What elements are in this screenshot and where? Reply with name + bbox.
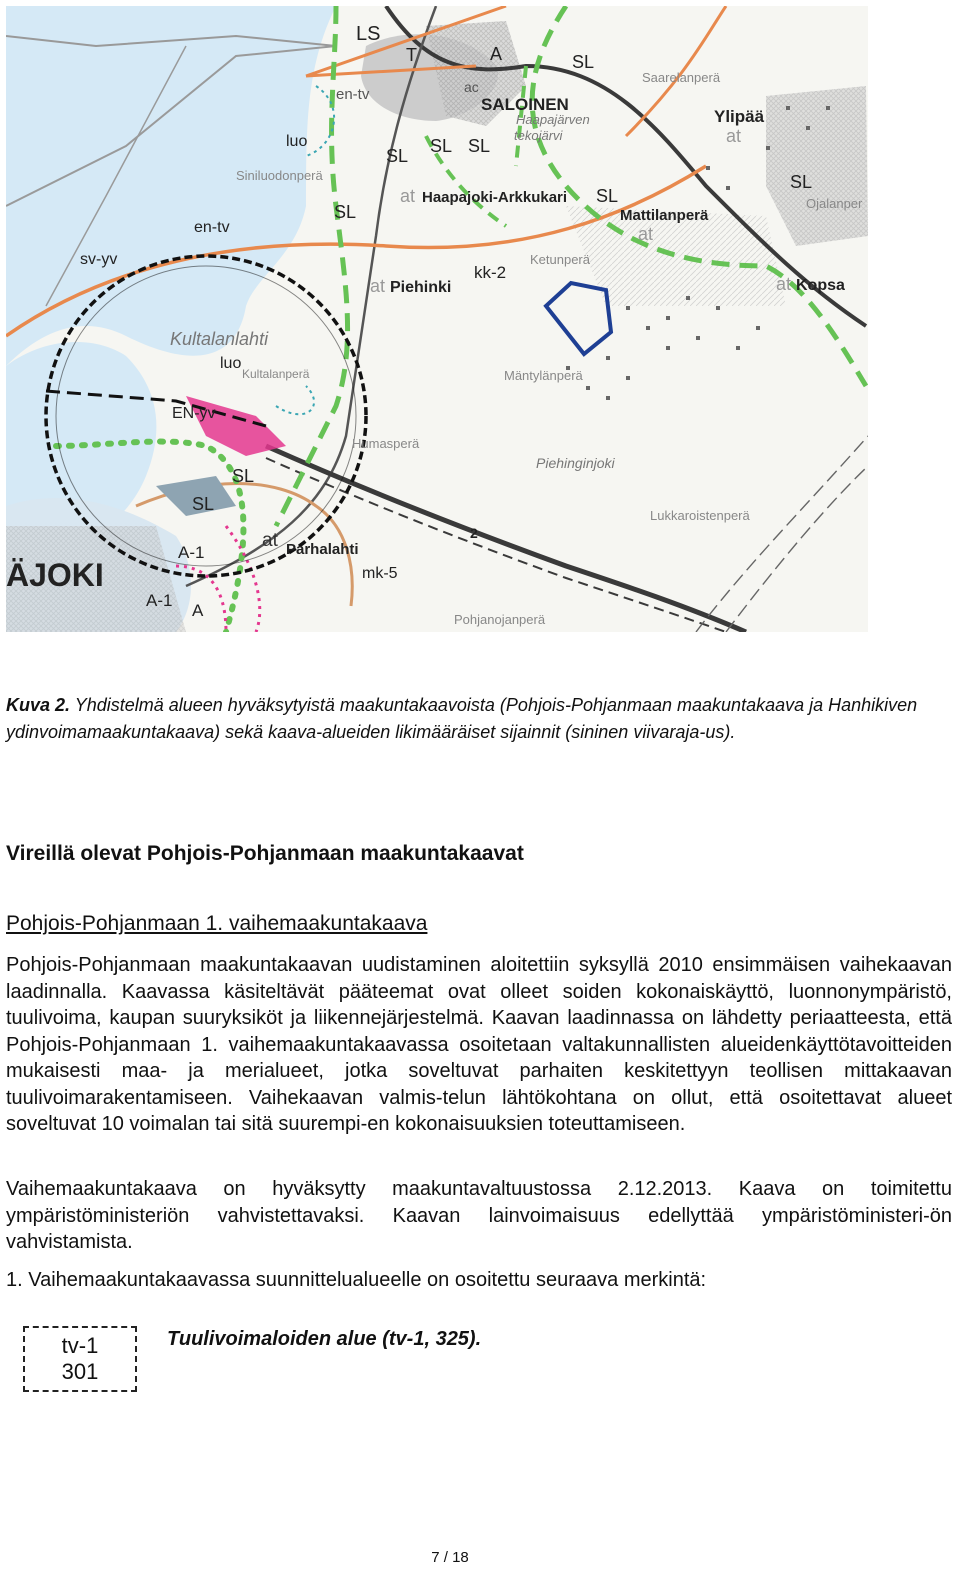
label-ojalanper: Ojalanper [806, 196, 863, 211]
label-a-top: A [490, 44, 503, 64]
label-at-parhalahti: at [262, 530, 278, 551]
label-siniluodonpera: Siniluodonperä [236, 168, 323, 183]
label-at-haapajoki: at [400, 186, 416, 206]
legend-symbol [23, 1326, 137, 1392]
label-at-mattila: at [638, 224, 654, 244]
label-ac: ac [464, 79, 479, 95]
label-haapajarven: Haapajärven [516, 112, 590, 127]
page-number: 7 / 18 [431, 1549, 469, 1566]
label-ketunpera: Ketunperä [530, 252, 590, 267]
label-road-2: 2 [470, 525, 478, 541]
figure-caption [6, 692, 952, 746]
label-sl-3: SL [468, 136, 491, 156]
label-at-ylipaa: at [726, 126, 742, 146]
label-sl-2: SL [430, 136, 453, 156]
label-a-bottom: A [192, 601, 204, 620]
label-sl-1: SL [386, 146, 409, 166]
paragraph-1: Pohjois-Pohjanmaan maakuntakaavan uudistaminen aloitettiin syksyllä 2010 ensimmäisen vaihekaavan laadinnalla. Kaavassa käsiteltävät pääteemat ovat olleet soiden kokonaiskäyttö, luonnonympäristö, tuulivoima, kaupan suuryksiköt ja liikennejärjestelmä. Kaavan laadinnassa on lähdetty periaatteesta, että Pohjois-Pohjanmaan 1. vaihemaakuntakaavassa osoitetaan valtakunnallisten alueidenkäyttötavoitteiden mukaisesti maa- ja merialueet, jotka soveltuvat parhaiten keskitettyyn teollisen mittakaavan tuulivoimarakentamiseen. Vaihekaavan valmis-telun lähtökohtana on ollut, että osoitettavat alueet soveltuvat 10 voimalan tai sitä suurempi-en kokonaisuuksien toteuttamiseen. [6, 954, 952, 1135]
label-lukkaroistenpera: Lukkaroistenperä [650, 508, 750, 523]
paragraph-2: Vaihemaakuntakaava on hyväksytty maakuntavaltuustossa 2.12.2013. Kaava on toimitettu ympäristöministeriön vahvistettavaksi. Kaavan lainvoimaisuus edellyttää ympäristöministeri-ön vahvistamista. [6, 1178, 952, 1253]
label-sl-6: SL [232, 466, 255, 486]
legend-code-line2: 301 [61, 1359, 99, 1384]
label-kultalanlahti: Kultalanlahti [170, 329, 269, 349]
label-t: T [406, 45, 417, 65]
label-ls: LS [356, 23, 381, 45]
label-piehinki: Piehinki [390, 279, 452, 296]
label-sl-7: SL [192, 494, 215, 514]
label-kk2: kk-2 [474, 263, 507, 282]
caption-lead: Kuva 2. [6, 695, 71, 715]
label-pohjanojanpera: Pohjanojanperä [454, 612, 546, 627]
caption-text: Yhdistelmä alueen hyväksytyistä maakuntakaavoista (Pohjois-Pohjanmaan maakuntakaava ja Hanhikiven ydinvoimamaakuntakaava) sekä kaava-alueiden likimääräiset sijainnit (sininen viivaraja-us). [6, 695, 918, 742]
label-parhalahti: Parhalahti [286, 541, 359, 558]
label-at-kopsa: at [776, 274, 792, 294]
label-humaspera: Humasperä [352, 436, 420, 451]
label-a1-mid: A-1 [178, 543, 205, 562]
label-mantylanpera: Mäntylänperä [504, 368, 583, 383]
label-sv-yv: sv-yv [80, 251, 118, 268]
label-luo-mid: luo [220, 355, 242, 372]
label-en-tv-top: en-tv [336, 86, 370, 103]
label-ylipaa: Ylipää [714, 107, 765, 126]
label-haapajoki: Haapajoki-Arkkukari [422, 189, 568, 206]
label-saloinen: SALOINEN [481, 95, 569, 114]
section-title: Vireillä olevat Pohjois-Pohjanmaan maakuntakaavat [6, 842, 524, 865]
label-tekojarvi: tekojärvi [514, 128, 563, 143]
label-sl-right: SL [790, 172, 813, 192]
label-mk5: mk-5 [362, 565, 398, 582]
label-saarelanpera: Saarelanperä [642, 70, 721, 85]
label-sl-top-right: SL [572, 52, 595, 72]
label-kultalanpera: Kultalanperä [242, 367, 310, 381]
label-at-piehinki: at [370, 276, 386, 296]
label-a1-bottom: A-1 [146, 591, 173, 610]
subheading: Pohjois-Pohjanmaan 1. vaihemaakuntakaava [6, 912, 428, 935]
legend-description: Tuulivoimaloiden alue (tv-1, 325). [167, 1328, 482, 1350]
label-sl-4: SL [334, 202, 357, 222]
legend-code-line1: tv-1 [61, 1333, 99, 1358]
label-mattilanpera: Mattilanperä [620, 207, 709, 224]
paragraph-3: 1. Vaihemaakuntakaavassa suunnittelualueelle on osoitettu seuraava merkintä: [6, 1269, 707, 1291]
regional-plan-map [6, 6, 868, 632]
label-luo-top: luo [286, 133, 308, 150]
label-kopsa: Kopsa [796, 277, 845, 294]
label-ajoki: ÄJOKI [6, 557, 104, 593]
label-en-yv: EN-yv [172, 405, 216, 422]
label-piehinginjoki: Piehinginjoki [536, 455, 615, 471]
label-sl-5: SL [596, 186, 619, 206]
label-en-tv-mid: en-tv [194, 219, 230, 236]
